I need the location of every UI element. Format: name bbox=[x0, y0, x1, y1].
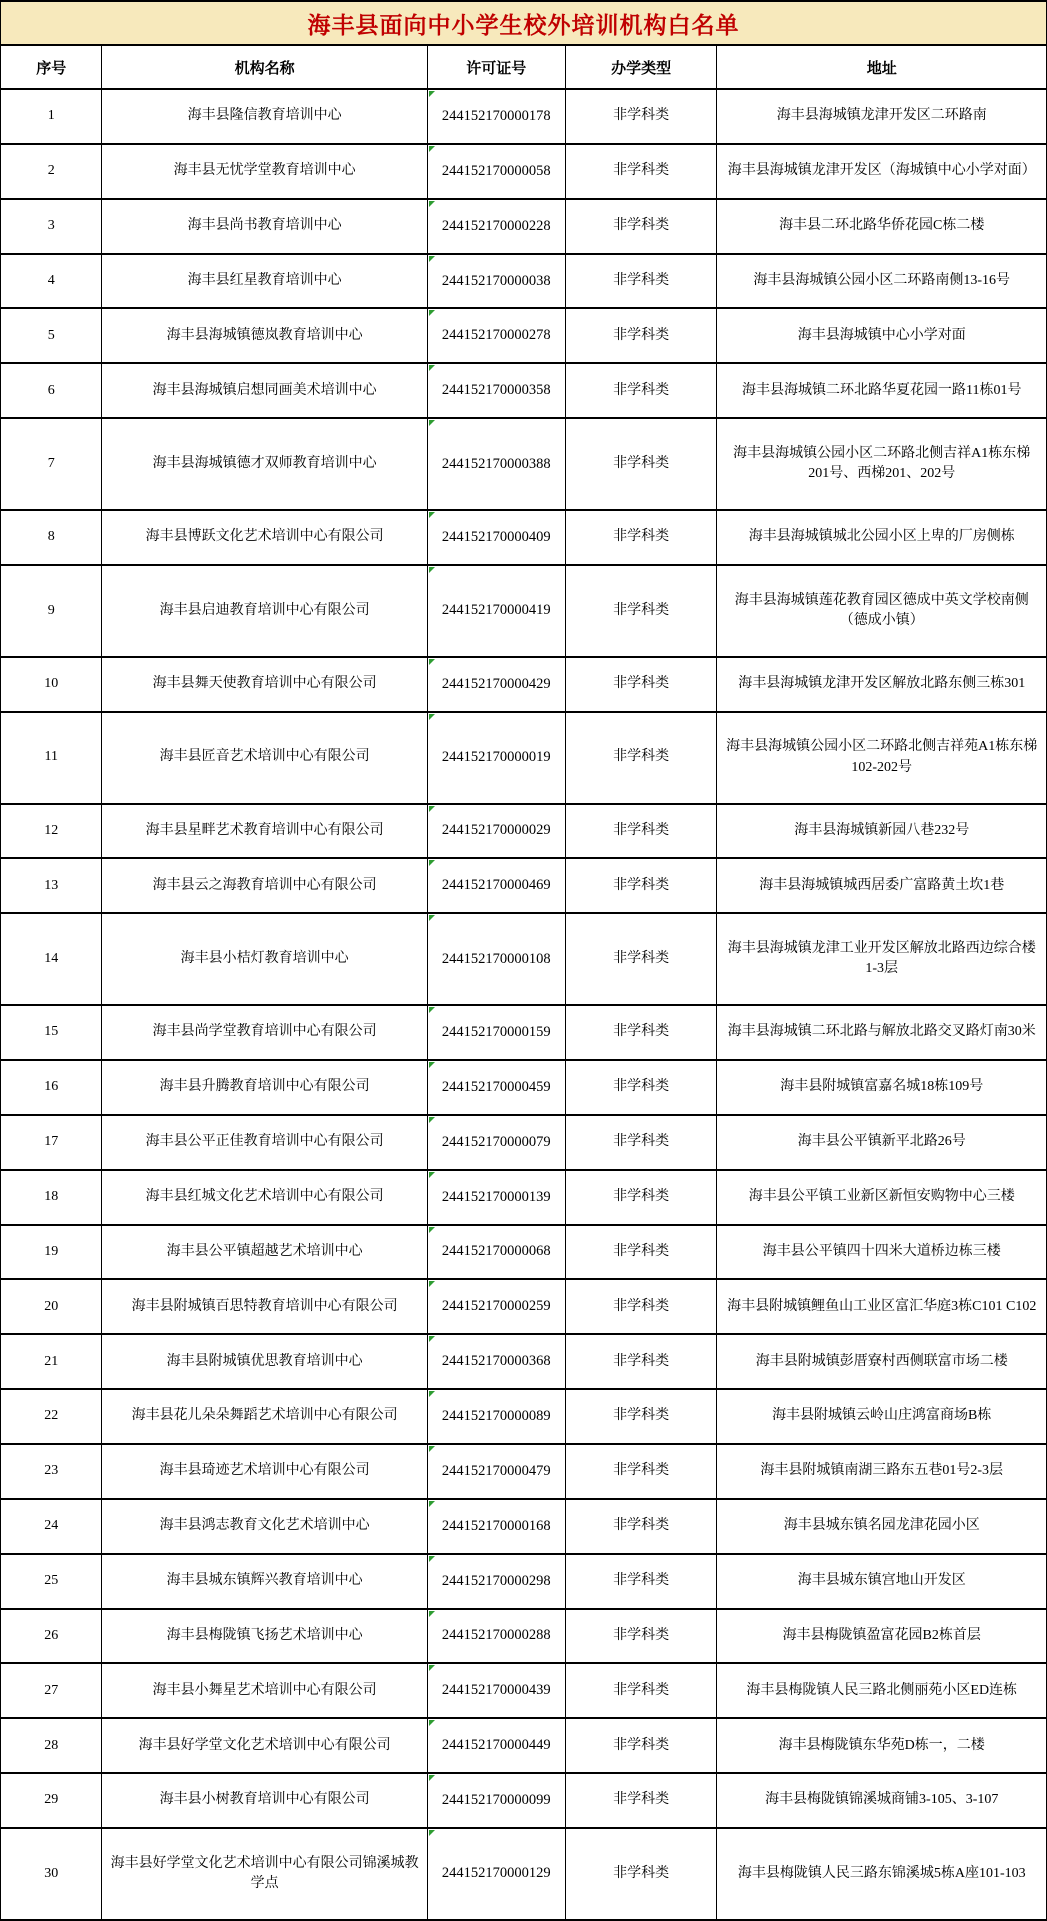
cell-license-number: 244152170000469 bbox=[427, 858, 565, 913]
cell-serial-number: 22 bbox=[1, 1389, 102, 1444]
cell-license-number: 244152170000079 bbox=[427, 1115, 565, 1170]
cell-corner-flag-icon bbox=[429, 310, 435, 316]
cell-serial-number: 18 bbox=[1, 1170, 102, 1225]
cell-institution-name: 海丰县好学堂文化艺术培训中心有限公司 bbox=[102, 1718, 427, 1773]
table-row bbox=[1, 1060, 1047, 1115]
cell-license-number: 244152170000139 bbox=[427, 1170, 565, 1225]
cell-institution-name: 海丰县海城镇德岚教育培训中心 bbox=[102, 308, 427, 363]
cell-institution-name: 海丰县无忧学堂教育培训中心 bbox=[102, 144, 427, 199]
cell-license-number: 244152170000029 bbox=[427, 804, 565, 859]
cell-corner-flag-icon bbox=[429, 1501, 435, 1507]
cell-institution-name: 海丰县博跃文化艺术培训中心有限公司 bbox=[102, 510, 427, 565]
cell-school-type: 非学科类 bbox=[565, 308, 717, 363]
cell-address: 海丰县海城镇二环北路与解放北路交叉路灯南30米 bbox=[717, 1005, 1047, 1060]
table-row bbox=[1, 308, 1047, 363]
cell-address: 海丰县海城镇龙津开发区解放北路东侧三栋301 bbox=[717, 657, 1047, 712]
cell-corner-flag-icon bbox=[429, 1611, 435, 1617]
cell-school-type: 非学科类 bbox=[565, 1828, 717, 1920]
table-row bbox=[1, 1170, 1047, 1225]
table-row bbox=[1, 510, 1047, 565]
cell-school-type: 非学科类 bbox=[565, 712, 717, 804]
cell-institution-name: 海丰县琦迹艺术培训中心有限公司 bbox=[102, 1444, 427, 1499]
cell-address: 海丰县海城镇龙津开发区（海城镇中心小学对面） bbox=[717, 144, 1047, 199]
title-row bbox=[1, 1, 1047, 45]
cell-serial-number: 7 bbox=[1, 418, 102, 510]
cell-school-type: 非学科类 bbox=[565, 1170, 717, 1225]
cell-school-type: 非学科类 bbox=[565, 1060, 717, 1115]
cell-address: 海丰县城东镇宫地山开发区 bbox=[717, 1554, 1047, 1609]
cell-institution-name: 海丰县鸿志教育文化艺术培训中心 bbox=[102, 1499, 427, 1554]
cell-corner-flag-icon bbox=[429, 256, 435, 262]
table-row bbox=[1, 1279, 1047, 1334]
cell-school-type: 非学科类 bbox=[565, 1554, 717, 1609]
cell-school-type: 非学科类 bbox=[565, 1115, 717, 1170]
cell-corner-flag-icon bbox=[429, 1117, 435, 1123]
table-row bbox=[1, 1554, 1047, 1609]
cell-serial-number: 9 bbox=[1, 565, 102, 657]
cell-license-number: 244152170000108 bbox=[427, 913, 565, 1005]
cell-serial-number: 3 bbox=[1, 199, 102, 254]
cell-institution-name: 海丰县隆信教育培训中心 bbox=[102, 89, 427, 144]
cell-serial-number: 6 bbox=[1, 363, 102, 418]
cell-institution-name: 海丰县好学堂文化艺术培训中心有限公司锦溪城教学点 bbox=[102, 1828, 427, 1920]
table-row bbox=[1, 913, 1047, 1005]
cell-serial-number: 25 bbox=[1, 1554, 102, 1609]
cell-serial-number: 30 bbox=[1, 1828, 102, 1920]
cell-address: 海丰县梅陇镇人民三路东锦溪城5栋A座101-103 bbox=[717, 1828, 1047, 1920]
cell-license-number: 244152170000058 bbox=[427, 144, 565, 199]
cell-institution-name: 海丰县升腾教育培训中心有限公司 bbox=[102, 1060, 427, 1115]
cell-school-type: 非学科类 bbox=[565, 1225, 717, 1280]
cell-school-type: 非学科类 bbox=[565, 144, 717, 199]
column-header-no: 序号 bbox=[1, 45, 102, 89]
cell-license-number: 244152170000288 bbox=[427, 1609, 565, 1664]
cell-license-number: 244152170000038 bbox=[427, 254, 565, 309]
cell-institution-name: 海丰县匠音艺术培训中心有限公司 bbox=[102, 712, 427, 804]
cell-institution-name: 海丰县尚学堂教育培训中心有限公司 bbox=[102, 1005, 427, 1060]
cell-corner-flag-icon bbox=[429, 567, 435, 573]
cell-corner-flag-icon bbox=[429, 659, 435, 665]
cell-address: 海丰县海城镇公园小区二环路北侧吉祥苑A1栋东梯102-202号 bbox=[717, 712, 1047, 804]
cell-institution-name: 海丰县城东镇辉兴教育培训中心 bbox=[102, 1554, 427, 1609]
cell-license-number: 244152170000099 bbox=[427, 1773, 565, 1828]
cell-license-number: 244152170000178 bbox=[427, 89, 565, 144]
cell-license-number: 244152170000068 bbox=[427, 1225, 565, 1280]
cell-corner-flag-icon bbox=[429, 806, 435, 812]
cell-institution-name: 海丰县海城镇启想同画美术培训中心 bbox=[102, 363, 427, 418]
column-header-license: 许可证号 bbox=[427, 45, 565, 89]
cell-corner-flag-icon bbox=[429, 1665, 435, 1671]
cell-serial-number: 17 bbox=[1, 1115, 102, 1170]
cell-institution-name: 海丰县附城镇优思教育培训中心 bbox=[102, 1334, 427, 1389]
cell-corner-flag-icon bbox=[429, 1007, 435, 1013]
cell-corner-flag-icon bbox=[429, 1775, 435, 1781]
cell-institution-name: 海丰县海城镇德才双师教育培训中心 bbox=[102, 418, 427, 510]
cell-license-number: 244152170000278 bbox=[427, 308, 565, 363]
table-row bbox=[1, 804, 1047, 859]
cell-institution-name: 海丰县公平镇超越艺术培训中心 bbox=[102, 1225, 427, 1280]
table-row bbox=[1, 89, 1047, 144]
cell-corner-flag-icon bbox=[429, 1720, 435, 1726]
cell-school-type: 非学科类 bbox=[565, 657, 717, 712]
cell-corner-flag-icon bbox=[429, 420, 435, 426]
cell-serial-number: 20 bbox=[1, 1279, 102, 1334]
table-row bbox=[1, 1609, 1047, 1664]
cell-serial-number: 12 bbox=[1, 804, 102, 859]
cell-serial-number: 13 bbox=[1, 858, 102, 913]
cell-license-number: 244152170000159 bbox=[427, 1005, 565, 1060]
cell-serial-number: 8 bbox=[1, 510, 102, 565]
cell-corner-flag-icon bbox=[429, 1556, 435, 1562]
table-row bbox=[1, 712, 1047, 804]
cell-school-type: 非学科类 bbox=[565, 1005, 717, 1060]
cell-license-number: 244152170000409 bbox=[427, 510, 565, 565]
table-row bbox=[1, 418, 1047, 510]
cell-serial-number: 29 bbox=[1, 1773, 102, 1828]
table-row bbox=[1, 1718, 1047, 1773]
cell-address: 海丰县海城镇新园八巷232号 bbox=[717, 804, 1047, 859]
cell-institution-name: 海丰县梅陇镇飞扬艺术培训中心 bbox=[102, 1609, 427, 1664]
cell-address: 海丰县海城镇公园小区二环路南侧13-16号 bbox=[717, 254, 1047, 309]
cell-school-type: 非学科类 bbox=[565, 1279, 717, 1334]
cell-license-number: 244152170000228 bbox=[427, 199, 565, 254]
cell-address: 海丰县梅陇镇盈富花园B2栋首层 bbox=[717, 1609, 1047, 1664]
cell-license-number: 244152170000449 bbox=[427, 1718, 565, 1773]
cell-school-type: 非学科类 bbox=[565, 418, 717, 510]
cell-corner-flag-icon bbox=[429, 1830, 435, 1836]
cell-institution-name: 海丰县附城镇百思特教育培训中心有限公司 bbox=[102, 1279, 427, 1334]
cell-school-type: 非学科类 bbox=[565, 1609, 717, 1664]
cell-serial-number: 16 bbox=[1, 1060, 102, 1115]
cell-school-type: 非学科类 bbox=[565, 1499, 717, 1554]
table-row bbox=[1, 1663, 1047, 1718]
table-row bbox=[1, 1444, 1047, 1499]
cell-serial-number: 23 bbox=[1, 1444, 102, 1499]
cell-serial-number: 5 bbox=[1, 308, 102, 363]
page-title: 海丰县面向中小学生校外培训机构白名单 bbox=[1, 1, 1047, 45]
cell-school-type: 非学科类 bbox=[565, 254, 717, 309]
cell-address: 海丰县附城镇彭厝寮村西侧联富市场二楼 bbox=[717, 1334, 1047, 1389]
cell-license-number: 244152170000298 bbox=[427, 1554, 565, 1609]
cell-corner-flag-icon bbox=[429, 714, 435, 720]
cell-serial-number: 14 bbox=[1, 913, 102, 1005]
table-row bbox=[1, 1773, 1047, 1828]
cell-serial-number: 2 bbox=[1, 144, 102, 199]
cell-serial-number: 15 bbox=[1, 1005, 102, 1060]
cell-institution-name: 海丰县星畔艺术教育培训中心有限公司 bbox=[102, 804, 427, 859]
cell-license-number: 244152170000388 bbox=[427, 418, 565, 510]
table-row bbox=[1, 1828, 1047, 1920]
table-row bbox=[1, 1334, 1047, 1389]
cell-corner-flag-icon bbox=[429, 365, 435, 371]
cell-license-number: 244152170000459 bbox=[427, 1060, 565, 1115]
cell-serial-number: 4 bbox=[1, 254, 102, 309]
cell-address: 海丰县梅陇镇锦溪城商铺3-105、3-107 bbox=[717, 1773, 1047, 1828]
cell-corner-flag-icon bbox=[429, 1062, 435, 1068]
cell-license-number: 244152170000259 bbox=[427, 1279, 565, 1334]
cell-institution-name: 海丰县小树教育培训中心有限公司 bbox=[102, 1773, 427, 1828]
cell-corner-flag-icon bbox=[429, 201, 435, 207]
cell-license-number: 244152170000129 bbox=[427, 1828, 565, 1920]
cell-address: 海丰县附城镇富嘉名城18栋109号 bbox=[717, 1060, 1047, 1115]
cell-license-number: 244152170000089 bbox=[427, 1389, 565, 1444]
cell-address: 海丰县附城镇南湖三路东五巷01号2-3层 bbox=[717, 1444, 1047, 1499]
cell-address: 海丰县公平镇四十四米大道桥边栋三楼 bbox=[717, 1225, 1047, 1280]
cell-school-type: 非学科类 bbox=[565, 199, 717, 254]
cell-school-type: 非学科类 bbox=[565, 1389, 717, 1444]
cell-address: 海丰县梅陇镇人民三路北侧丽苑小区ED连栋 bbox=[717, 1663, 1047, 1718]
cell-school-type: 非学科类 bbox=[565, 1773, 717, 1828]
table-row bbox=[1, 1115, 1047, 1170]
cell-address: 海丰县公平镇工业新区新恒安购物中心三楼 bbox=[717, 1170, 1047, 1225]
cell-corner-flag-icon bbox=[429, 1446, 435, 1452]
cell-license-number: 244152170000368 bbox=[427, 1334, 565, 1389]
cell-address: 海丰县二环北路华侨花园C栋二楼 bbox=[717, 199, 1047, 254]
table-body bbox=[1, 89, 1047, 1920]
cell-institution-name: 海丰县小舞星艺术培训中心有限公司 bbox=[102, 1663, 427, 1718]
cell-serial-number: 28 bbox=[1, 1718, 102, 1773]
cell-school-type: 非学科类 bbox=[565, 913, 717, 1005]
table-row bbox=[1, 1389, 1047, 1444]
cell-serial-number: 26 bbox=[1, 1609, 102, 1664]
cell-address: 海丰县海城镇中心小学对面 bbox=[717, 308, 1047, 363]
cell-corner-flag-icon bbox=[429, 512, 435, 518]
cell-license-number: 244152170000168 bbox=[427, 1499, 565, 1554]
column-header-name: 机构名称 bbox=[102, 45, 427, 89]
table-row bbox=[1, 1005, 1047, 1060]
cell-serial-number: 27 bbox=[1, 1663, 102, 1718]
table-row bbox=[1, 144, 1047, 199]
cell-license-number: 244152170000479 bbox=[427, 1444, 565, 1499]
cell-address: 海丰县附城镇云岭山庄鸿富商场B栋 bbox=[717, 1389, 1047, 1444]
cell-address: 海丰县海城镇龙津开发区二环路南 bbox=[717, 89, 1047, 144]
cell-serial-number: 19 bbox=[1, 1225, 102, 1280]
cell-serial-number: 21 bbox=[1, 1334, 102, 1389]
table-row bbox=[1, 363, 1047, 418]
cell-address: 海丰县海城镇城西居委广富路黄土坎1巷 bbox=[717, 858, 1047, 913]
cell-address: 海丰县海城镇二环北路华夏花园一路11栋01号 bbox=[717, 363, 1047, 418]
cell-address: 海丰县海城镇公园小区二环路北侧吉祥A1栋东梯201号、西梯201、202号 bbox=[717, 418, 1047, 510]
cell-school-type: 非学科类 bbox=[565, 1718, 717, 1773]
cell-license-number: 244152170000019 bbox=[427, 712, 565, 804]
cell-serial-number: 11 bbox=[1, 712, 102, 804]
cell-address: 海丰县附城镇鲤鱼山工业区富汇华庭3栋C101 C102 bbox=[717, 1279, 1047, 1334]
cell-school-type: 非学科类 bbox=[565, 804, 717, 859]
cell-corner-flag-icon bbox=[429, 860, 435, 866]
cell-address: 海丰县海城镇城北公园小区上卑的厂房侧栋 bbox=[717, 510, 1047, 565]
column-header-address: 地址 bbox=[717, 45, 1047, 89]
cell-school-type: 非学科类 bbox=[565, 1444, 717, 1499]
cell-corner-flag-icon bbox=[429, 91, 435, 97]
cell-school-type: 非学科类 bbox=[565, 89, 717, 144]
cell-corner-flag-icon bbox=[429, 1281, 435, 1287]
cell-corner-flag-icon bbox=[429, 146, 435, 152]
column-header-type: 办学类型 bbox=[565, 45, 717, 89]
table-row bbox=[1, 657, 1047, 712]
cell-institution-name: 海丰县红星教育培训中心 bbox=[102, 254, 427, 309]
cell-institution-name: 海丰县花儿朵朵舞蹈艺术培训中心有限公司 bbox=[102, 1389, 427, 1444]
cell-institution-name: 海丰县启迪教育培训中心有限公司 bbox=[102, 565, 427, 657]
cell-address: 海丰县城东镇名园龙津花园小区 bbox=[717, 1499, 1047, 1554]
cell-school-type: 非学科类 bbox=[565, 1663, 717, 1718]
cell-license-number: 244152170000429 bbox=[427, 657, 565, 712]
cell-corner-flag-icon bbox=[429, 1391, 435, 1397]
cell-institution-name: 海丰县云之海教育培训中心有限公司 bbox=[102, 858, 427, 913]
cell-serial-number: 24 bbox=[1, 1499, 102, 1554]
cell-address: 海丰县梅陇镇东华苑D栋一，二楼 bbox=[717, 1718, 1047, 1773]
cell-institution-name: 海丰县小桔灯教育培训中心 bbox=[102, 913, 427, 1005]
cell-school-type: 非学科类 bbox=[565, 1334, 717, 1389]
cell-school-type: 非学科类 bbox=[565, 363, 717, 418]
cell-corner-flag-icon bbox=[429, 1172, 435, 1178]
table-row bbox=[1, 565, 1047, 657]
cell-license-number: 244152170000439 bbox=[427, 1663, 565, 1718]
cell-institution-name: 海丰县公平正佳教育培训中心有限公司 bbox=[102, 1115, 427, 1170]
cell-institution-name: 海丰县舞天使教育培训中心有限公司 bbox=[102, 657, 427, 712]
cell-school-type: 非学科类 bbox=[565, 565, 717, 657]
cell-serial-number: 10 bbox=[1, 657, 102, 712]
cell-address: 海丰县海城镇龙津工业开发区解放北路西边综合楼1-3层 bbox=[717, 913, 1047, 1005]
cell-school-type: 非学科类 bbox=[565, 510, 717, 565]
cell-institution-name: 海丰县红城文化艺术培训中心有限公司 bbox=[102, 1170, 427, 1225]
cell-license-number: 244152170000358 bbox=[427, 363, 565, 418]
cell-license-number: 244152170000419 bbox=[427, 565, 565, 657]
cell-address: 海丰县海城镇莲花教育园区德成中英文学校南侧（德成小镇） bbox=[717, 565, 1047, 657]
cell-address: 海丰县公平镇新平北路26号 bbox=[717, 1115, 1047, 1170]
table-row bbox=[1, 254, 1047, 309]
cell-institution-name: 海丰县尚书教育培训中心 bbox=[102, 199, 427, 254]
cell-school-type: 非学科类 bbox=[565, 858, 717, 913]
cell-corner-flag-icon bbox=[429, 1227, 435, 1233]
cell-corner-flag-icon bbox=[429, 915, 435, 921]
table-row bbox=[1, 1499, 1047, 1554]
cell-serial-number: 1 bbox=[1, 89, 102, 144]
table-header-row bbox=[1, 45, 1047, 89]
table-row bbox=[1, 858, 1047, 913]
table-row bbox=[1, 1225, 1047, 1280]
table-row bbox=[1, 199, 1047, 254]
cell-corner-flag-icon bbox=[429, 1336, 435, 1342]
